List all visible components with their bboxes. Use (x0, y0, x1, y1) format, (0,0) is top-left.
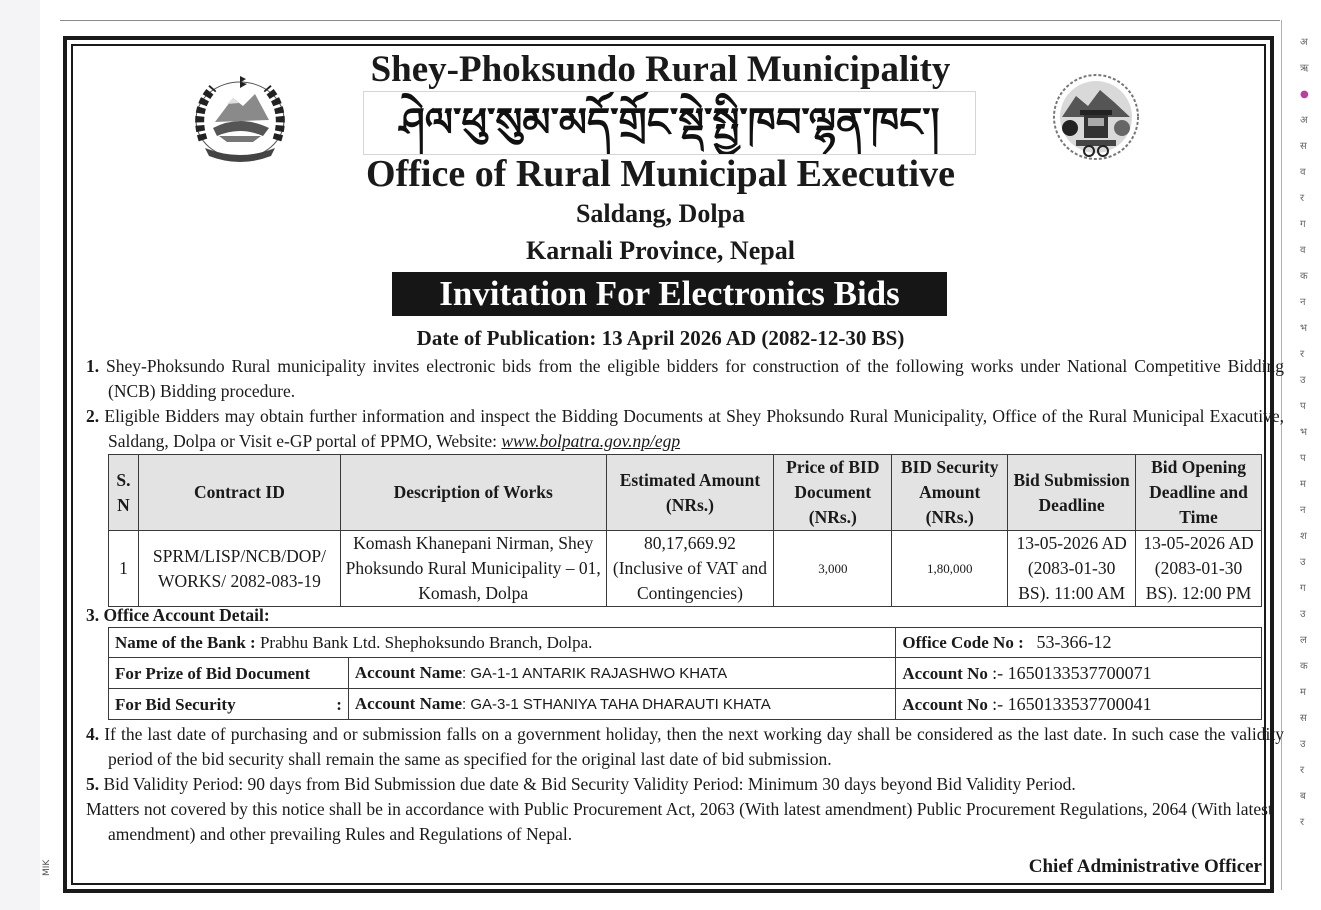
clause-text: Bid Validity Period: 90 days from Bid Submission due date & Bid Security Validity Period: Minimum 30 days beyond Bid Validity Period. (103, 774, 1076, 794)
bank-value: Prabhu Bank Ltd. Shephoksundo Branch, Dolpa. (259, 633, 593, 652)
header-description: Description of Works (340, 455, 606, 531)
clause-4 (86, 722, 1284, 772)
bid-table (108, 454, 1262, 607)
closing-clause: Matters not covered by this notice shall be in accordance with Public Procurement Act, 2063 (With latest amendment) Public Procurement Regulations, 2064 (With latest amendment) and other prevailing Rules and Regulations of Nepal. (86, 799, 1273, 844)
table-row (109, 531, 1262, 607)
address-line-1: Saldang, Dolpa (575, 199, 746, 228)
account-no-cell (896, 658, 1262, 689)
header-contract-id: Contract ID (138, 455, 340, 531)
publication-date: Date of Publication: 13 April 2026 AD (2082-12-30 BS) (416, 326, 905, 350)
account-no-label: Account No (902, 663, 988, 683)
header-bid-submission-deadline: Bid Submission Deadline (1008, 455, 1136, 531)
clause-text: If the last date of purchasing and or submission falls on a government holiday, then the next working day shall be considered as the last date. In such case the validity period of the bid security shall remain the same as specified for the original last date of bid submission. (104, 724, 1285, 769)
account-row (109, 658, 1262, 689)
cell-price-of-bid-document: 3,000 (774, 531, 892, 607)
cell-sn: 1 (109, 531, 139, 607)
signatory-title: Chief Administrative Officer (1028, 856, 1262, 877)
clause-text: Shey-Phoksundo Rural municipality invites electronic bids from the eligible bidders for construction of the following works under National Competitive Bidding (NCB) Bidding procedure. (106, 356, 1285, 401)
purpose-label: For Bid Security (115, 694, 236, 714)
account-name-value: : GA-1-1 ANTARIK RAJASHWO KHATA (462, 665, 728, 682)
clause-text: Office Account Detail: (103, 605, 270, 625)
office-code-value: 53-366-12 (1036, 632, 1112, 652)
clause-number: 1. (86, 356, 100, 376)
bank-cell (109, 628, 896, 658)
tibetan-name-box (363, 91, 976, 155)
cell-bid-opening: 13-05-2026 AD (2083-01-30 BS). 12:00 PM (1136, 531, 1262, 607)
table-header-row (109, 455, 1262, 531)
account-purpose (109, 658, 349, 689)
bank-label: Name of the Bank : (115, 633, 256, 652)
account-name-label: Account Name (354, 663, 463, 682)
account-no-label: Account No (902, 694, 988, 714)
clause-number: 4. (86, 724, 100, 744)
header-bid-security-amount: BID Security Amount (NRs.) (892, 455, 1008, 531)
office-code-cell (896, 628, 1262, 658)
cell-bid-submission-deadline: 13-05-2026 AD (2083-01-30 BS). 11:00 AM (1008, 531, 1136, 607)
clause-1 (86, 354, 1284, 404)
address-line-2: Karnali Province, Nepal (526, 236, 795, 265)
header-bid-opening: Bid Opening Deadline and Time (1136, 455, 1262, 531)
account-name-cell (348, 658, 896, 689)
office-code-label: Office Code No : (902, 633, 1024, 652)
clause-2 (86, 404, 1284, 454)
office-name: Office of Rural Municipal Executive (366, 153, 955, 195)
municipality-name: Shey-Phoksundo Rural Municipality (370, 49, 951, 90)
header-estimated-amount: Estimated Amount (NRs.) (606, 455, 774, 531)
account-no-value: :- 1650133537700041 (992, 693, 1152, 714)
page-margin-left (0, 0, 40, 910)
account-name-cell (348, 689, 896, 720)
account-table (108, 627, 1262, 720)
account-name-label: Account Name (354, 694, 463, 713)
account-name-value: : GA-3-1 STHANIYA TAHA DHARAUTI KHATA (462, 696, 771, 713)
account-no-value: :- 1650133537700071 (992, 662, 1152, 683)
purpose-label: For Prize of Bid Document (115, 663, 311, 683)
clause-number: 5. (86, 774, 100, 794)
account-no-cell (896, 689, 1262, 720)
header-sn: S. N (109, 455, 139, 531)
egp-portal-link[interactable]: www.bolpatra.gov.np/egp (501, 431, 681, 451)
tibetan-name: ཤེལ་ཕུ་སུམ་མདོ་གྲོང་སྡེ་སྤྱི་ཁབ་ལྷན་ཁང་། (399, 100, 940, 146)
cell-contract-id: SPRM/LISP/NCB/DOP/ WORKS/ 2082-083-19 (138, 531, 340, 607)
clause-number: 3. (86, 605, 100, 625)
clause-5 (86, 772, 1284, 797)
clause-text: Eligible Bidders may obtain further information and inspect the Bidding Documents at Shey Phoksundo Rural Municipality, Office of the Rural Municipal Exacutive, Saldang, Dolpa or Visit e-GP portal of PPMO, Website: (104, 406, 1285, 451)
adjacent-column-fragment: अ ऋ ● अ स व र ग व क न भ र उ प भ प म न श उ ग उ ल क म स उ र ब र (1300, 37, 1309, 828)
clause-number: 2. (86, 406, 100, 426)
top-divider (60, 20, 1280, 21)
cell-description: Komash Khanepani Nirman, Shey Phoksundo Rural Municipality – 01, Komash, Dolpa (340, 531, 606, 607)
header-price-of-bid-document: Price of BID Document (NRs.) (774, 455, 892, 531)
margin-watermark: MIK (42, 859, 52, 876)
notice-title-banner: Invitation For Electronics Bids (392, 272, 947, 316)
account-row (109, 689, 1262, 720)
account-purpose (109, 689, 349, 720)
cell-bid-security-amount: 1,80,000 (892, 531, 1008, 607)
bank-row (109, 628, 1262, 658)
clause-3 (86, 603, 1262, 628)
cell-estimated-amount: 80,17,669.92 (Inclusive of VAT and Contingencies) (606, 531, 774, 607)
purpose-colon: : (336, 694, 342, 714)
